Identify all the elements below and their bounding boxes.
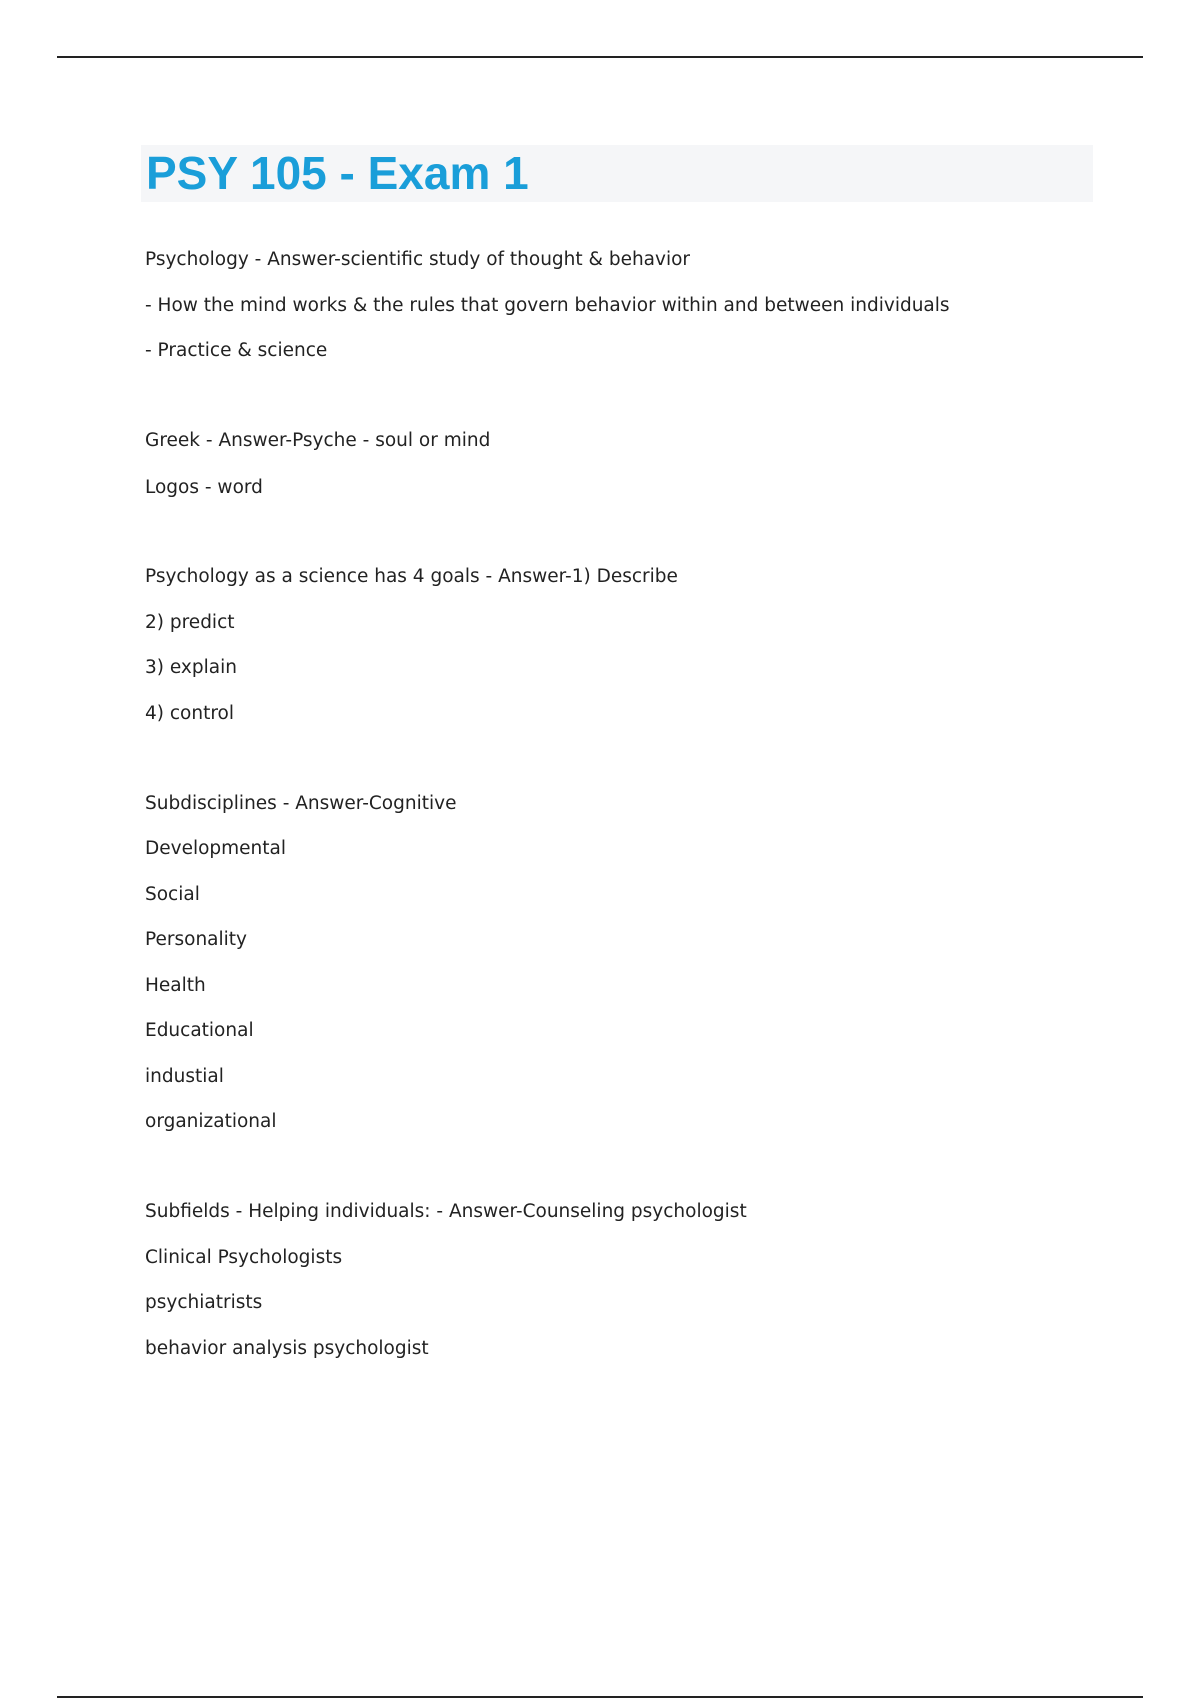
text-line: Psychology as a science has 4 goals - Answer-1) Describe [145,566,678,587]
footer-rule [57,1696,1143,1698]
text-line: Educational [145,1020,254,1041]
text-line: - How the mind works & the rules that govern behavior within and between individuals [145,295,950,316]
text-line: Subdisciplines - Answer-Cognitive [145,793,457,814]
text-line: Logos - word [145,477,263,498]
text-line: Clinical Psychologists [145,1247,343,1268]
text-line: Personality [145,929,247,950]
text-line: Social [145,884,200,905]
text-line: - Practice & science [145,340,328,361]
text-line: Developmental [145,838,287,859]
document-title: PSY 105 - Exam 1 [146,147,529,199]
text-line: 4) control [145,703,234,724]
text-line: industial [145,1066,224,1087]
text-line: Health [145,975,206,996]
text-line: psychiatrists [145,1292,263,1313]
header-rule [57,56,1143,58]
text-line: Subfields - Helping individuals: - Answer-Counseling psychologist [145,1201,747,1222]
text-line: 3) explain [145,657,237,678]
text-line: organizational [145,1111,277,1132]
text-line: Greek - Answer-Psyche - soul or mind [145,430,491,451]
text-line: Psychology - Answer-scientific study of thought & behavior [145,249,691,270]
text-line: 2) predict [145,612,235,633]
text-line: behavior analysis psychologist [145,1338,429,1359]
